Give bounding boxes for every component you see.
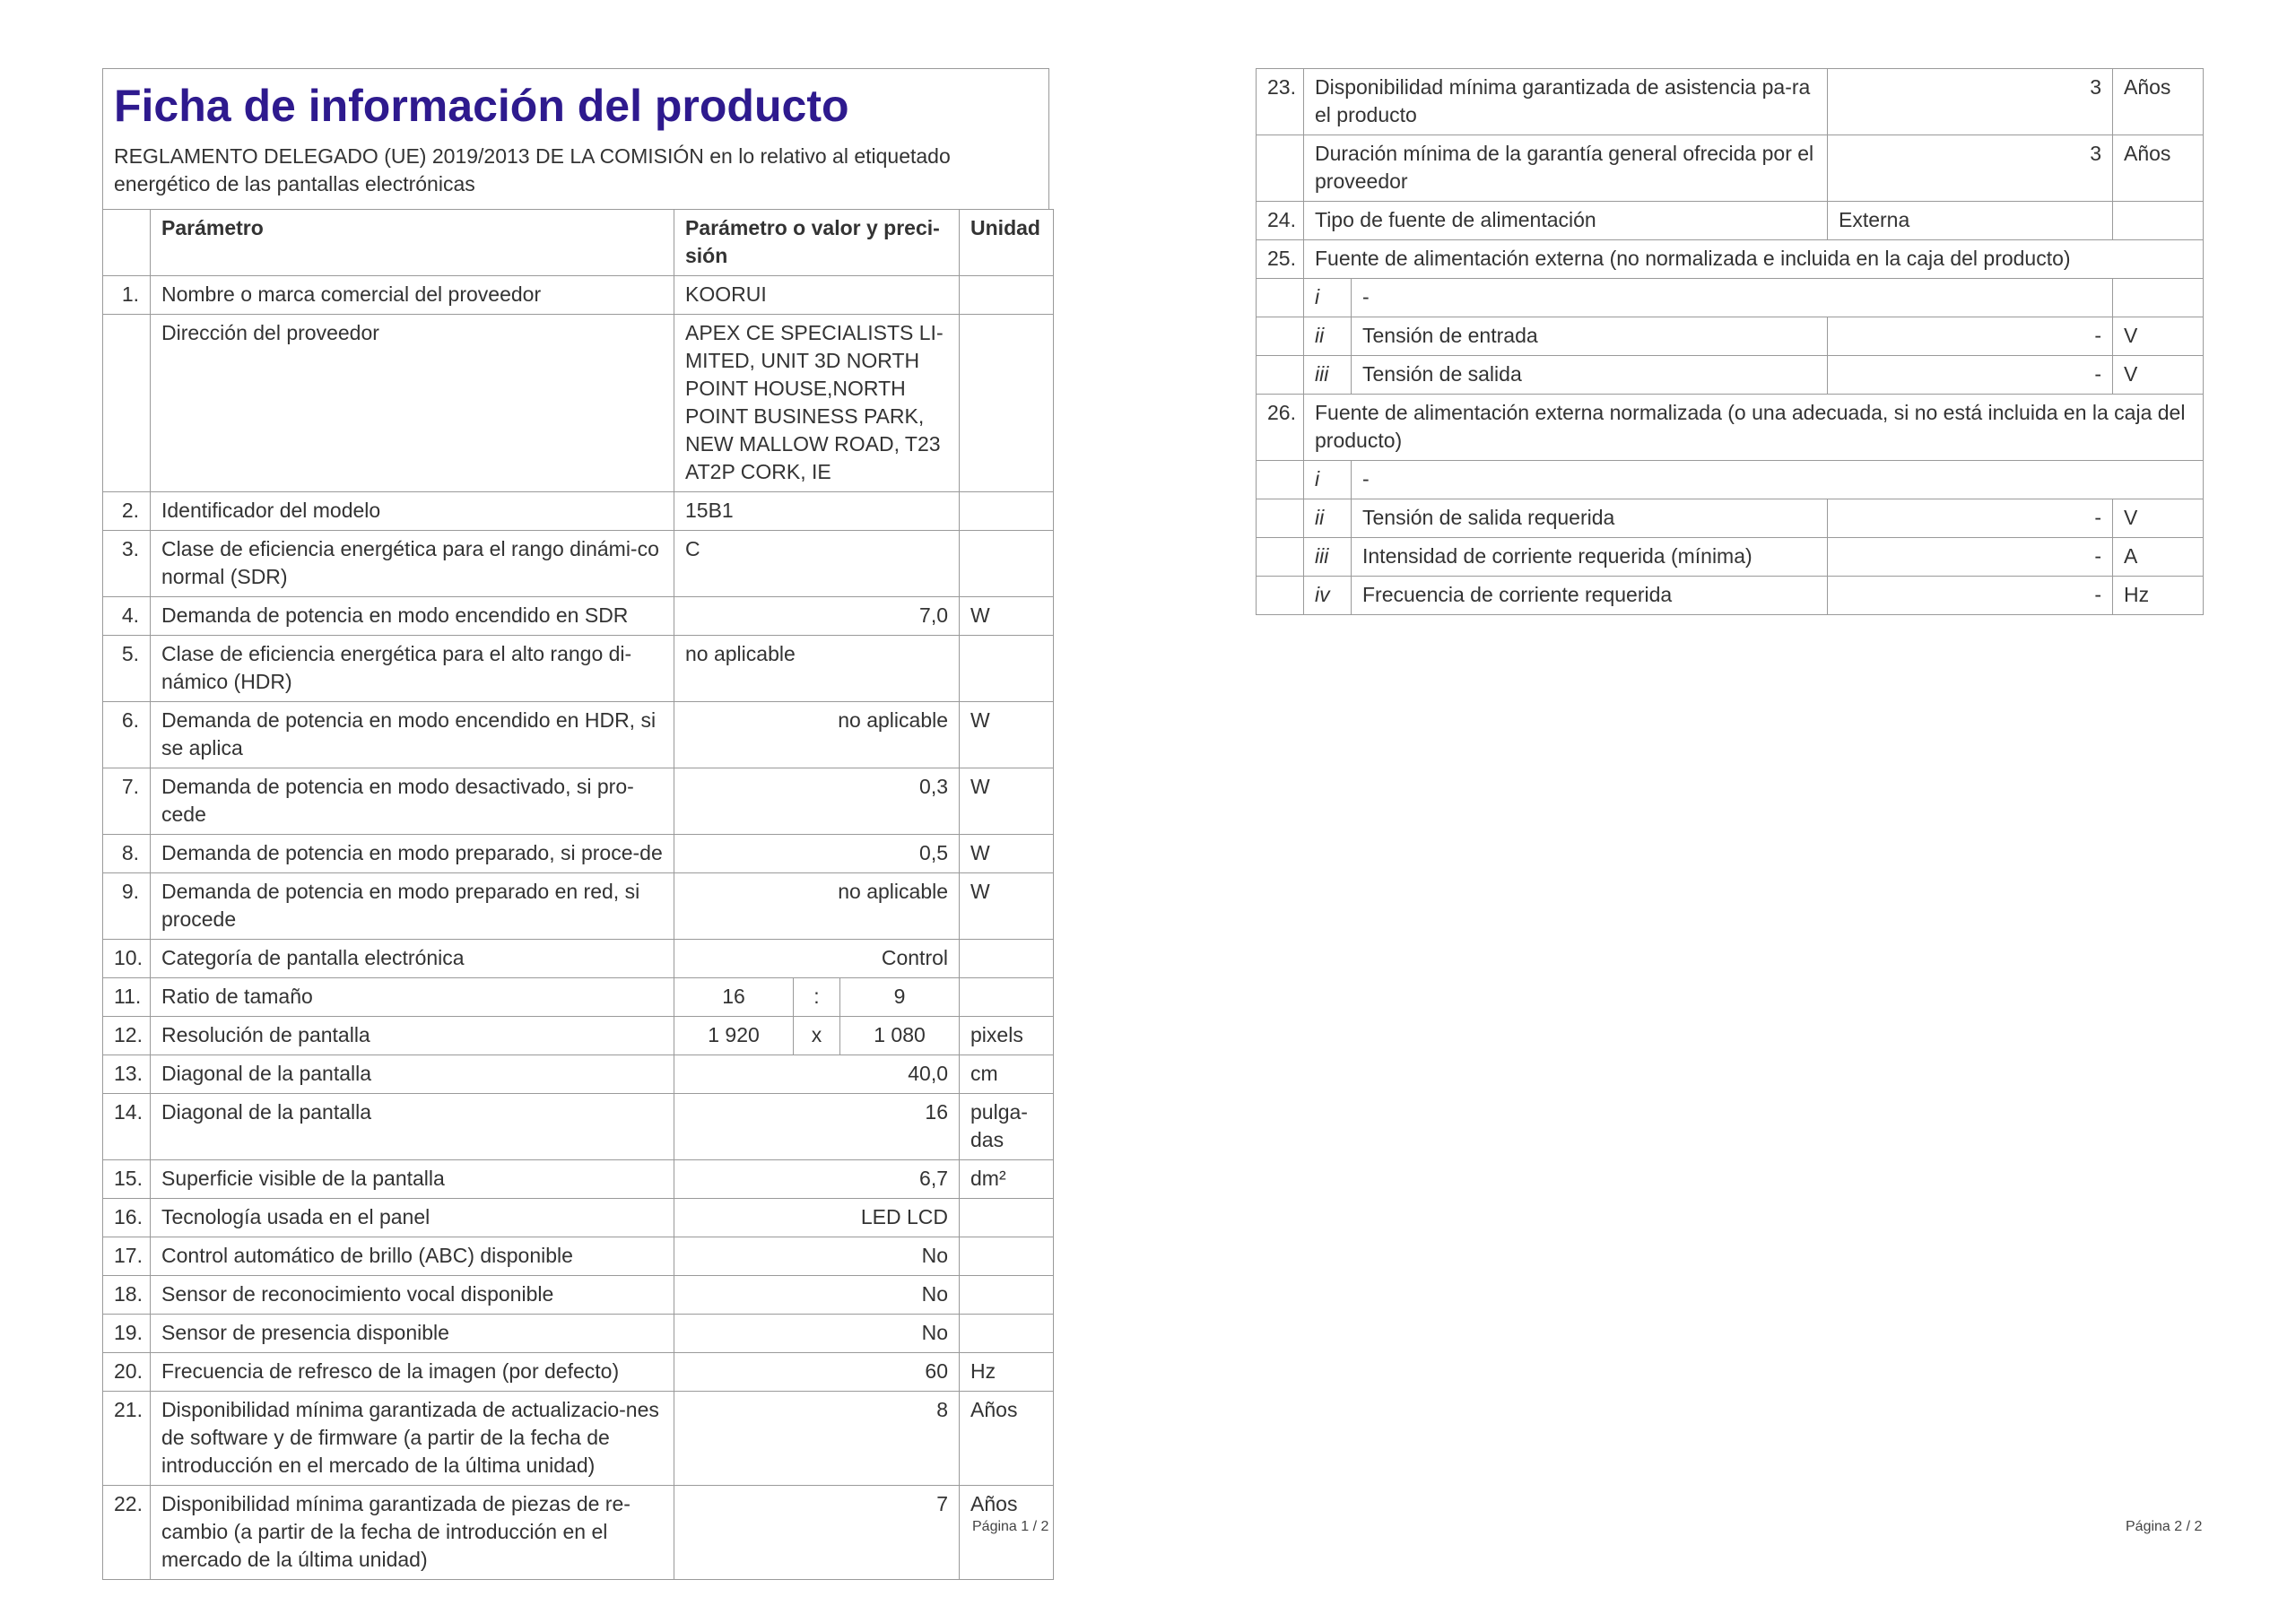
table-row: Dirección del proveedor APEX CE SPECIALISTS LI-MITED, UNIT 3D NORTH POINT HOUSE,NORTH POINT BUSINESS PARK, NEW MALLOW ROAD, T23 AT2P CORK, IE	[103, 315, 1054, 492]
table-row: 5. Clase de eficiencia energética para el alto rango di-námico (HDR) no aplicable	[103, 636, 1054, 702]
page-number: Página 2 / 2	[2126, 1519, 2203, 1534]
table-row: 8. Demanda de potencia en modo preparado, si proce-de 0,5 W	[103, 835, 1054, 873]
table-row: 21. Disponibilidad mínima garantizada de actualizacio-nes de software y de firmware (a partir de la fecha de introducción en el mercado de la última unidad) 8 Años	[103, 1392, 1054, 1486]
page-number: Página 1 / 2	[972, 1519, 1049, 1534]
table-row: i -	[1257, 461, 2204, 499]
table-row: 23. Disponibilidad mínima garantizada de asistencia pa-ra el producto 3 Años	[1257, 69, 2204, 135]
product-info-table	[102, 209, 1054, 1580]
table-row: 10. Categoría de pantalla electrónica Control	[103, 940, 1054, 978]
table-row: 9. Demanda de potencia en modo preparado en red, si procede no aplicable W	[103, 873, 1054, 940]
table-row: ii Tensión de entrada - V	[1257, 317, 2204, 356]
header-value: Parámetro o valor y preci-sión	[674, 210, 960, 276]
table-row: 16. Tecnología usada en el panel LED LCD	[103, 1199, 1054, 1237]
table-row: 26. Fuente de alimentación externa normalizada (o una adecuada, si no está incluida en la caja del producto)	[1257, 395, 2204, 461]
table-row: 12. Resolución de pantalla 1 920 x 1 080 pixels	[103, 1017, 1054, 1055]
table-row: 17. Control automático de brillo (ABC) disponible No	[103, 1237, 1054, 1276]
table-row: 20. Frecuencia de refresco de la imagen (por defecto) 60 Hz	[103, 1353, 1054, 1392]
header-unit: Unidad	[960, 210, 1054, 276]
table-header-row	[103, 210, 1054, 276]
regulation-subtitle: REGLAMENTO DELEGADO (UE) 2019/2013 DE LA COMISIÓN en lo relativo al etiquetado energético de las pantallas electrónicas	[114, 144, 951, 195]
table-row: iv Frecuencia de corriente requerida - Hz	[1257, 577, 2204, 615]
table-row: Duración mínima de la garantía general ofrecida por el proveedor 3 Años	[1257, 135, 2204, 202]
table-row: 25. Fuente de alimentación externa (no normalizada e incluida en la caja del producto)	[1257, 240, 2204, 279]
table-row: 2. Identificador del modelo 15B1	[103, 492, 1054, 531]
table-row: i -	[1257, 279, 2204, 317]
table-row: 3. Clase de eficiencia energética para el rango dinámi-co normal (SDR) C	[103, 531, 1054, 597]
table-row: ii Tensión de salida requerida - V	[1257, 499, 2204, 538]
table-row: iii Tensión de salida - V	[1257, 356, 2204, 395]
table-row: 4. Demanda de potencia en modo encendido en SDR 7,0 W	[103, 597, 1054, 636]
table-row: 24. Tipo de fuente de alimentación Externa	[1257, 202, 2204, 240]
table-row: 18. Sensor de reconocimiento vocal disponible No	[103, 1276, 1054, 1315]
table-row: 19. Sensor de presencia disponible No	[103, 1315, 1054, 1353]
sheet-header	[102, 68, 1049, 209]
product-info-table-continued	[1256, 68, 2204, 615]
page-2	[1256, 68, 2203, 615]
header-parameter: Parámetro	[151, 210, 674, 276]
page-title: Ficha de información del producto	[114, 81, 849, 131]
table-row: 11. Ratio de tamaño 16 : 9	[103, 978, 1054, 1017]
table-row: 1. Nombre o marca comercial del proveedor KOORUI	[103, 276, 1054, 315]
table-row: 6. Demanda de potencia en modo encendido en HDR, si se aplica no aplicable W	[103, 702, 1054, 768]
table-row: 14. Diagonal de la pantalla 16 pulga-das	[103, 1094, 1054, 1160]
table-row: 13. Diagonal de la pantalla 40,0 cm	[103, 1055, 1054, 1094]
table-row: 15. Superficie visible de la pantalla 6,7 dm²	[103, 1160, 1054, 1199]
table-row: 22. Disponibilidad mínima garantizada de piezas de re-cambio (a partir de la fecha de introducción en el mercado de la última unidad) 7 Años	[103, 1486, 1054, 1580]
table-row: iii Intensidad de corriente requerida (mínima) - A	[1257, 538, 2204, 577]
page-1	[102, 68, 1049, 1580]
table-row: 7. Demanda de potencia en modo desactivado, si pro-cede 0,3 W	[103, 768, 1054, 835]
